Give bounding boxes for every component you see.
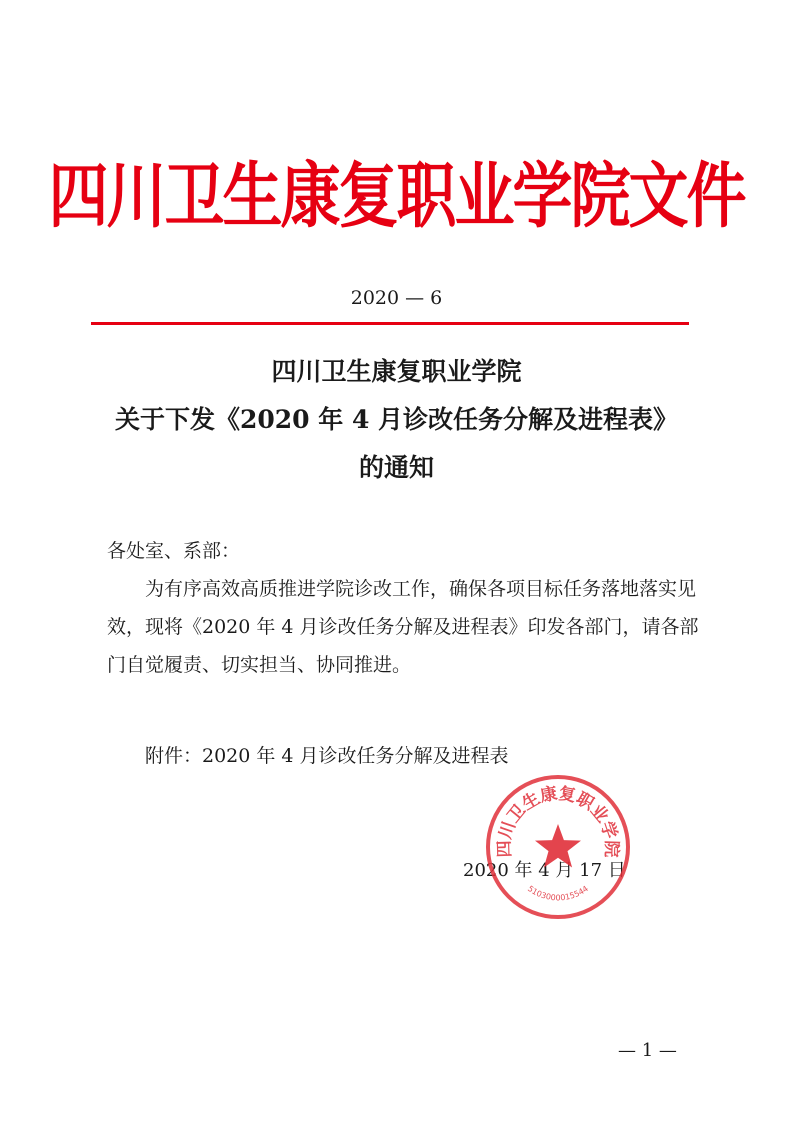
seal-code: 5103000015544 <box>525 884 591 903</box>
page-number: — 1 — <box>618 1040 677 1061</box>
document-masthead: 四川卫生康复职业学院文件 <box>48 155 745 239</box>
title-line-2: 关于下发《2020 年 4 月诊改任务分解及进程表》 <box>114 405 679 434</box>
title-line-3: 的通知 <box>358 453 434 482</box>
signature-date: 2020 年 4 月 17 日 <box>463 860 626 881</box>
red-divider-line <box>91 322 689 325</box>
attachment-line: 附件：2020 年 4 月诊改任务分解及进程表 <box>145 745 509 767</box>
title-line-1: 四川卫生康复职业学院 <box>271 357 522 386</box>
salutation: 各处室、系部： <box>107 540 241 562</box>
seal-text: 四川卫生康复职业学院 <box>494 783 622 858</box>
body-paragraph: 为有序高效高质推进学院诊改工作，确保各项目标任务落地落实见效，现将《2020 年 4 月诊改任务分解及进程表》印发各部门，请各部门自觉履责、切实担当、协同推进。 <box>107 578 699 676</box>
svg-text:5103000015544 <box>526 884 590 902</box>
star-icon <box>535 824 581 868</box>
official-seal-stamp <box>483 772 633 922</box>
document-number: 2020 — 6 <box>350 287 443 309</box>
